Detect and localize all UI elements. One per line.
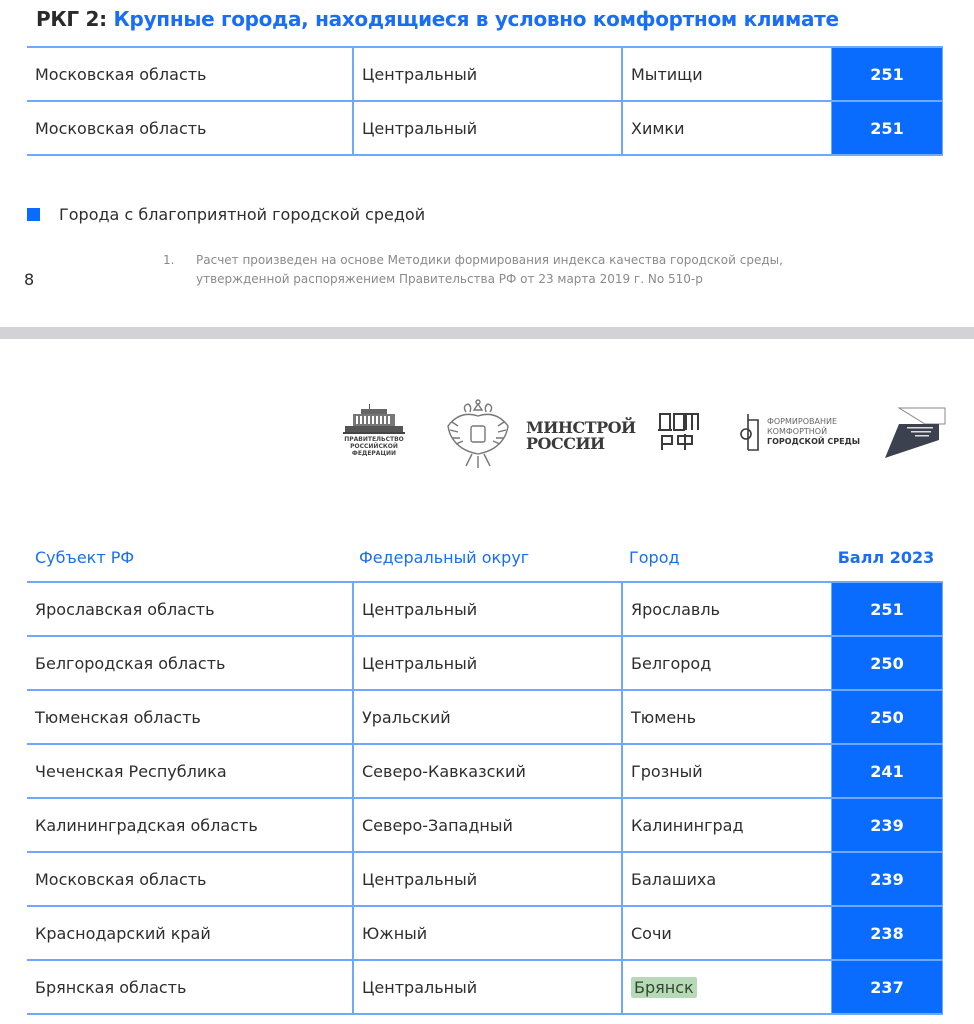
- table-row: [27, 636, 943, 690]
- legend-label: Города с благоприятной городской средой: [59, 205, 426, 224]
- subject-cell: Чеченская Республика: [27, 744, 353, 798]
- cities-table: [27, 581, 943, 1015]
- district-cell: Центральный: [353, 960, 622, 1014]
- column-header-subject: Субъект РФ: [35, 548, 135, 567]
- score-cell: 251: [832, 101, 943, 155]
- city-cell: Белгород: [622, 636, 832, 690]
- table-row: [27, 798, 943, 852]
- fkgs-mark-icon: [740, 412, 762, 452]
- footnote-text: Расчет произведен на основе Методики формирования индекса качества городской среды, утвержденной распоряжением Правительства РФ от 23 марта 2019 г. No 510-р: [196, 253, 783, 286]
- government-logo: [340, 404, 408, 457]
- score-cell: 241: [832, 744, 943, 798]
- district-cell: Центральный: [353, 852, 622, 906]
- city-cell: Калининград: [622, 798, 832, 852]
- legend: [27, 205, 425, 224]
- district-cell: Центральный: [353, 101, 622, 155]
- fkgs-line-2: КОМФОРТНОЙ: [767, 427, 828, 436]
- government-building-icon: [343, 404, 405, 434]
- national-project-logo: [885, 406, 947, 458]
- page-number: 8: [24, 270, 35, 289]
- minstroy-line-1: МИНСТРОЙ: [526, 418, 636, 437]
- column-header-city: Город: [629, 548, 680, 567]
- score-cell: 250: [832, 690, 943, 744]
- table-row: [27, 852, 943, 906]
- district-cell: Северо-Западный: [353, 798, 622, 852]
- column-header-score: Балл 2023: [837, 548, 935, 567]
- subject-cell: Белгородская область: [27, 636, 353, 690]
- table-row: [27, 960, 943, 1014]
- district-cell: Уральский: [353, 690, 622, 744]
- district-cell: Центральный: [353, 47, 622, 101]
- section-title-text: Крупные города, находящиеся в условно комфортном климате: [113, 7, 839, 31]
- district-cell: Центральный: [353, 636, 622, 690]
- city-cell: Грозный: [622, 744, 832, 798]
- city-cell: Сочи: [622, 906, 832, 960]
- district-cell: Южный: [353, 906, 622, 960]
- subject-cell: Ярославская область: [27, 582, 353, 636]
- score-cell: 239: [832, 852, 943, 906]
- subject-cell: Калининградская область: [27, 798, 353, 852]
- table-row: [27, 101, 943, 155]
- footnote-number: 1.: [163, 253, 175, 267]
- subject-cell: Московская область: [27, 101, 353, 155]
- table-row: [27, 582, 943, 636]
- dom-rf-logo: [658, 410, 700, 452]
- comfortable-urban-environment-logo: [740, 412, 860, 452]
- table-row: [27, 906, 943, 960]
- subject-cell: Московская область: [27, 852, 353, 906]
- footnote: [163, 251, 856, 289]
- score-cell: 239: [832, 798, 943, 852]
- city-cell: Мытищи: [622, 47, 832, 101]
- city-cell: Химки: [622, 101, 832, 155]
- legend-swatch: [27, 208, 40, 221]
- district-cell: Северо-Кавказский: [353, 744, 622, 798]
- page-8: [0, 0, 974, 326]
- score-cell: 238: [832, 906, 943, 960]
- table-row: [27, 690, 943, 744]
- section-title: [36, 7, 839, 31]
- subject-cell: Брянская область: [27, 960, 353, 1014]
- city-cell: Ярославль: [622, 582, 832, 636]
- city-cell: [622, 960, 832, 1014]
- table-row: [27, 744, 943, 798]
- city-cell: Тюмень: [622, 690, 832, 744]
- subject-cell: Краснодарский край: [27, 906, 353, 960]
- minstroy-logo: [526, 420, 636, 452]
- highlighted-city: Брянск: [631, 977, 697, 998]
- partner-logos: [340, 394, 960, 474]
- city-cell: Балашиха: [622, 852, 832, 906]
- score-cell: 237: [832, 960, 943, 1014]
- score-cell: 251: [832, 582, 943, 636]
- subject-cell: Тюменская область: [27, 690, 353, 744]
- column-header-district: Федеральный округ: [359, 548, 530, 567]
- page-9: [0, 339, 974, 1024]
- district-cell: Центральный: [353, 582, 622, 636]
- score-cell: 251: [832, 47, 943, 101]
- coat-of-arms-icon: [444, 398, 512, 470]
- subject-cell: Московская область: [27, 47, 353, 101]
- government-caption-1: ПРАВИТЕЛЬСТВО: [344, 436, 404, 443]
- fkgs-line-1: ФОРМИРОВАНИЕ: [767, 417, 838, 426]
- page-separator: [0, 327, 974, 339]
- cities-table-continued: [27, 46, 943, 156]
- minstroy-line-2: РОССИИ: [526, 434, 605, 453]
- section-title-prefix: РКГ 2:: [36, 7, 107, 31]
- government-caption-3: ФЕДЕРАЦИИ: [351, 450, 397, 457]
- fkgs-line-3: ГОРОДСКОЙ СРЕДЫ: [767, 437, 860, 446]
- score-cell: 250: [832, 636, 943, 690]
- table-row: [27, 47, 943, 101]
- government-caption-2: РОССИЙСКОЙ: [350, 443, 398, 450]
